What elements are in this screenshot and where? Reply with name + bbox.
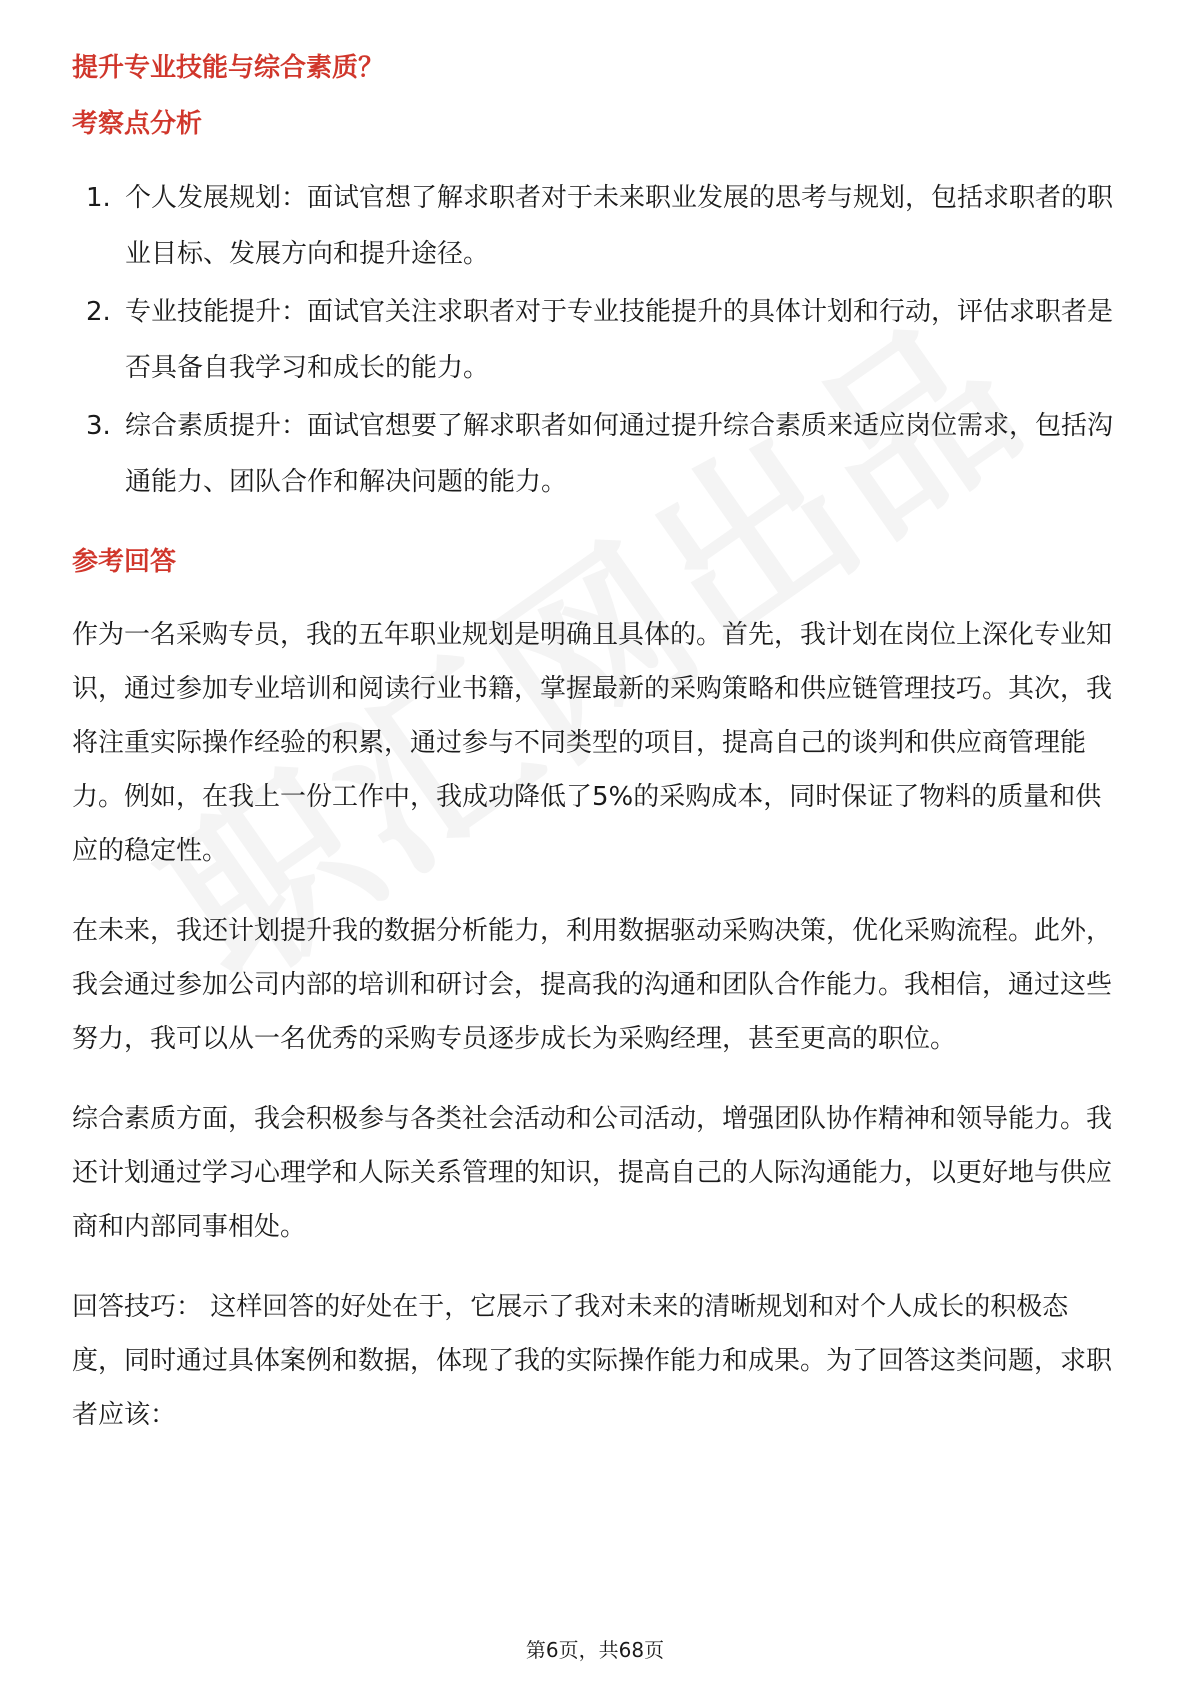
list-item-number: 3. bbox=[86, 411, 111, 441]
answer-tips-paragraph: 回答技巧： 这样回答的好处在于，它展示了我对未来的清晰规划和对个人成长的积极态度，同时通过具体案例和数据，体现了我的实际操作能力和成果。为了回答这类问题，求职者应该： bbox=[72, 1292, 1113, 1430]
list-item-number: 2. bbox=[86, 297, 111, 327]
analysis-heading: 考察点分析 bbox=[72, 109, 203, 139]
list-item-text: 综合素质提升：面试官想要了解求职者如何通过提升综合素质来适应岗位需求，包括沟通能力、团队合作和解决问题的能力。 bbox=[125, 411, 1114, 497]
list-item-number: 1. bbox=[86, 183, 111, 213]
list-item-text: 专业技能提升：面试官关注求职者对于专业技能提升的具体计划和行动，评估求职者是否具备自我学习和成长的能力。 bbox=[125, 297, 1114, 383]
list-item bbox=[72, 398, 1118, 510]
list-item bbox=[72, 170, 1118, 282]
reference-answer-heading: 参考回答 bbox=[72, 547, 177, 577]
document-page bbox=[72, 48, 1118, 1442]
answer-paragraph: 作为一名采购专员，我的五年职业规划是明确且具体的。首先，我计划在岗位上深化专业知识，通过参加专业培训和阅读行业书籍，掌握最新的采购策略和供应链管理技巧。其次，我将注重实际操作经验的积累，通过参与不同类型的项目，提高自己的谈判和供应商管理能力。例如，在我上一份工作中，我成功降低了5%的采购成本，同时保证了物料的质量和供应的稳定性。 bbox=[72, 620, 1113, 866]
answer-paragraph: 在未来，我还计划提升我的数据分析能力，利用数据驱动采购决策，优化采购流程。此外，我会通过参加公司内部的培训和研讨会，提高我的沟通和团队合作能力。我相信，通过这些努力，我可以从一名优秀的采购专员逐步成长为采购经理，甚至更高的职位。 bbox=[72, 916, 1113, 1054]
list-item bbox=[72, 284, 1118, 396]
question-title: 提升专业技能与综合素质？ bbox=[72, 53, 385, 83]
page-number: 第6页，共68页 bbox=[525, 1638, 665, 1662]
analysis-list bbox=[72, 170, 1118, 510]
answer-paragraph: 综合素质方面，我会积极参与各类社会活动和公司活动，增强团队协作精神和领导能力。我还计划通过学习心理学和人际关系管理的知识，提高自己的人际沟通能力，以更好地与供应商和内部同事相处。 bbox=[72, 1104, 1113, 1242]
list-item-text: 个人发展规划：面试官想了解求职者对于未来职业发展的思考与规划，包括求职者的职业目标、发展方向和提升途径。 bbox=[125, 183, 1114, 269]
